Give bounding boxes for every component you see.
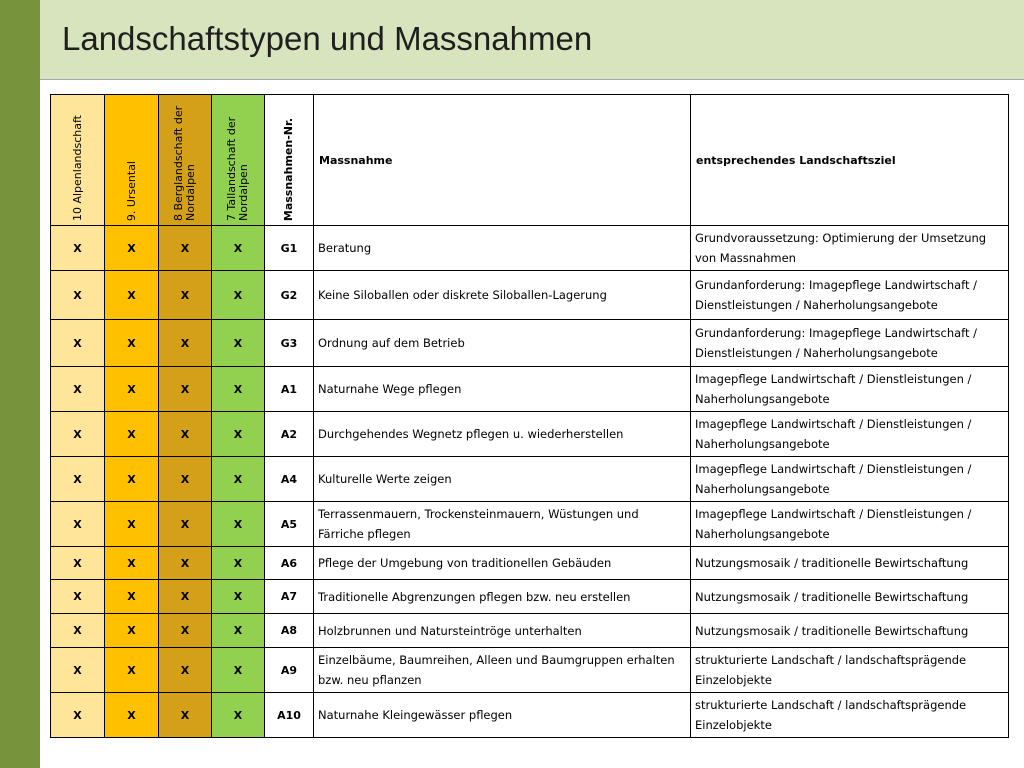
mark-ursental: X [105,412,159,457]
mark-ursental: X [105,648,159,693]
mark-ursental: X [105,457,159,502]
measure-text: Einzelbäume, Baumreihen, Alleen und Baumgruppen erhalten bzw. neu pflanzen [314,648,691,693]
mark-alpen: X [51,271,105,320]
goal-text: Imagepflege Landwirtschaft / Dienstleistungen / Naherholungsangebote [691,367,1009,412]
mark-tal-nordalpen: X [212,580,265,614]
mark-tal-nordalpen: X [212,226,265,271]
measures-table [50,94,1009,738]
side-accent-bar [0,0,40,768]
goal-text: Grundvoraussetzung: Optimierung der Umsetzung von Massnahmen [691,226,1009,271]
mark-ursental: X [105,580,159,614]
table-row [51,614,1009,648]
header-landscape-tal-nordalpen: 7 Tallandschaft der Nordalpen [212,95,265,226]
header-landscape-ursental: 9. Ursental [105,95,159,226]
measure-text: Holzbrunnen und Natursteintröge unterhalten [314,614,691,648]
goal-text: Imagepflege Landwirtschaft / Dienstleistungen / Naherholungsangebote [691,502,1009,547]
mark-tal-nordalpen: X [212,271,265,320]
mark-berg-nordalpen: X [159,502,212,547]
table-row [51,648,1009,693]
mark-berg-nordalpen: X [159,412,212,457]
header-measure-number: Massnahmen-Nr. [265,95,314,226]
measure-text: Kulturelle Werte zeigen [314,457,691,502]
mark-tal-nordalpen: X [212,412,265,457]
mark-alpen: X [51,547,105,580]
header-landscape-alpen: 10 Alpenlandschaft [51,95,105,226]
header-landscape-berg-nordalpen: 8 Berglandschaft der Nordalpen [159,95,212,226]
mark-alpen: X [51,320,105,367]
table-row [51,367,1009,412]
table-row [51,457,1009,502]
header-measure: Massnahme [314,95,691,226]
mark-alpen: X [51,502,105,547]
mark-berg-nordalpen: X [159,457,212,502]
measure-number: A5 [265,502,314,547]
measure-text: Naturnahe Kleingewässer pflegen [314,693,691,738]
mark-alpen: X [51,412,105,457]
mark-ursental: X [105,226,159,271]
measure-text: Naturnahe Wege pflegen [314,367,691,412]
mark-tal-nordalpen: X [212,547,265,580]
mark-ursental: X [105,271,159,320]
measure-text: Pflege der Umgebung von traditionellen Gebäuden [314,547,691,580]
title-band [40,0,1024,80]
mark-berg-nordalpen: X [159,271,212,320]
goal-text: Nutzungsmosaik / traditionelle Bewirtschaftung [691,580,1009,614]
measure-number: A9 [265,648,314,693]
mark-ursental: X [105,502,159,547]
measure-number: A8 [265,614,314,648]
mark-berg-nordalpen: X [159,614,212,648]
measure-number: G2 [265,271,314,320]
measure-number: A2 [265,412,314,457]
table-row [51,271,1009,320]
goal-text: strukturierte Landschaft / landschaftsprägende Einzelobjekte [691,648,1009,693]
measure-number: A4 [265,457,314,502]
goal-text: Nutzungsmosaik / traditionelle Bewirtschaftung [691,614,1009,648]
goal-text: Grundanforderung: Imagepflege Landwirtschaft / Dienstleistungen / Naherholungsangebote [691,271,1009,320]
mark-berg-nordalpen: X [159,580,212,614]
goal-text: strukturierte Landschaft / landschaftsprägende Einzelobjekte [691,693,1009,738]
mark-ursental: X [105,320,159,367]
goal-text: Imagepflege Landwirtschaft / Dienstleistungen / Naherholungsangebote [691,412,1009,457]
mark-berg-nordalpen: X [159,648,212,693]
mark-ursental: X [105,614,159,648]
mark-berg-nordalpen: X [159,320,212,367]
mark-tal-nordalpen: X [212,648,265,693]
page-title: Landschaftstypen und Massnahmen [62,20,593,57]
mark-tal-nordalpen: X [212,367,265,412]
table-row [51,580,1009,614]
mark-alpen: X [51,693,105,738]
measure-text: Ordnung auf dem Betrieb [314,320,691,367]
measure-number: G1 [265,226,314,271]
mark-alpen: X [51,367,105,412]
mark-ursental: X [105,693,159,738]
measure-number: A6 [265,547,314,580]
measure-text: Terrassenmauern, Trockensteinmauern, Wüstungen und Färriche pflegen [314,502,691,547]
goal-text: Grundanforderung: Imagepflege Landwirtschaft / Dienstleistungen / Naherholungsangebote [691,320,1009,367]
mark-alpen: X [51,226,105,271]
mark-alpen: X [51,580,105,614]
measure-text: Durchgehendes Wegnetz pflegen u. wiederherstellen [314,412,691,457]
mark-berg-nordalpen: X [159,547,212,580]
mark-tal-nordalpen: X [212,320,265,367]
mark-tal-nordalpen: X [212,502,265,547]
mark-berg-nordalpen: X [159,226,212,271]
table-row [51,412,1009,457]
mark-berg-nordalpen: X [159,367,212,412]
mark-alpen: X [51,648,105,693]
table-row [51,547,1009,580]
goal-text: Nutzungsmosaik / traditionelle Bewirtschaftung [691,547,1009,580]
mark-ursental: X [105,547,159,580]
mark-tal-nordalpen: X [212,614,265,648]
mark-tal-nordalpen: X [212,693,265,738]
measure-number: A7 [265,580,314,614]
mark-ursental: X [105,367,159,412]
table-row [51,226,1009,271]
measure-text: Beratung [314,226,691,271]
measure-number: A1 [265,367,314,412]
table-row [51,693,1009,738]
mark-alpen: X [51,614,105,648]
mark-alpen: X [51,457,105,502]
header-landscape-goal: entsprechendes Landschaftsziel [691,95,1009,226]
goal-text: Imagepflege Landwirtschaft / Dienstleistungen / Naherholungsangebote [691,457,1009,502]
measure-number: A10 [265,693,314,738]
header-row [51,95,1009,226]
mark-tal-nordalpen: X [212,457,265,502]
measure-text: Keine Siloballen oder diskrete Siloballen-Lagerung [314,271,691,320]
table-row [51,320,1009,367]
measure-text: Traditionelle Abgrenzungen pflegen bzw. neu erstellen [314,580,691,614]
mark-berg-nordalpen: X [159,693,212,738]
table-row [51,502,1009,547]
measure-number: G3 [265,320,314,367]
